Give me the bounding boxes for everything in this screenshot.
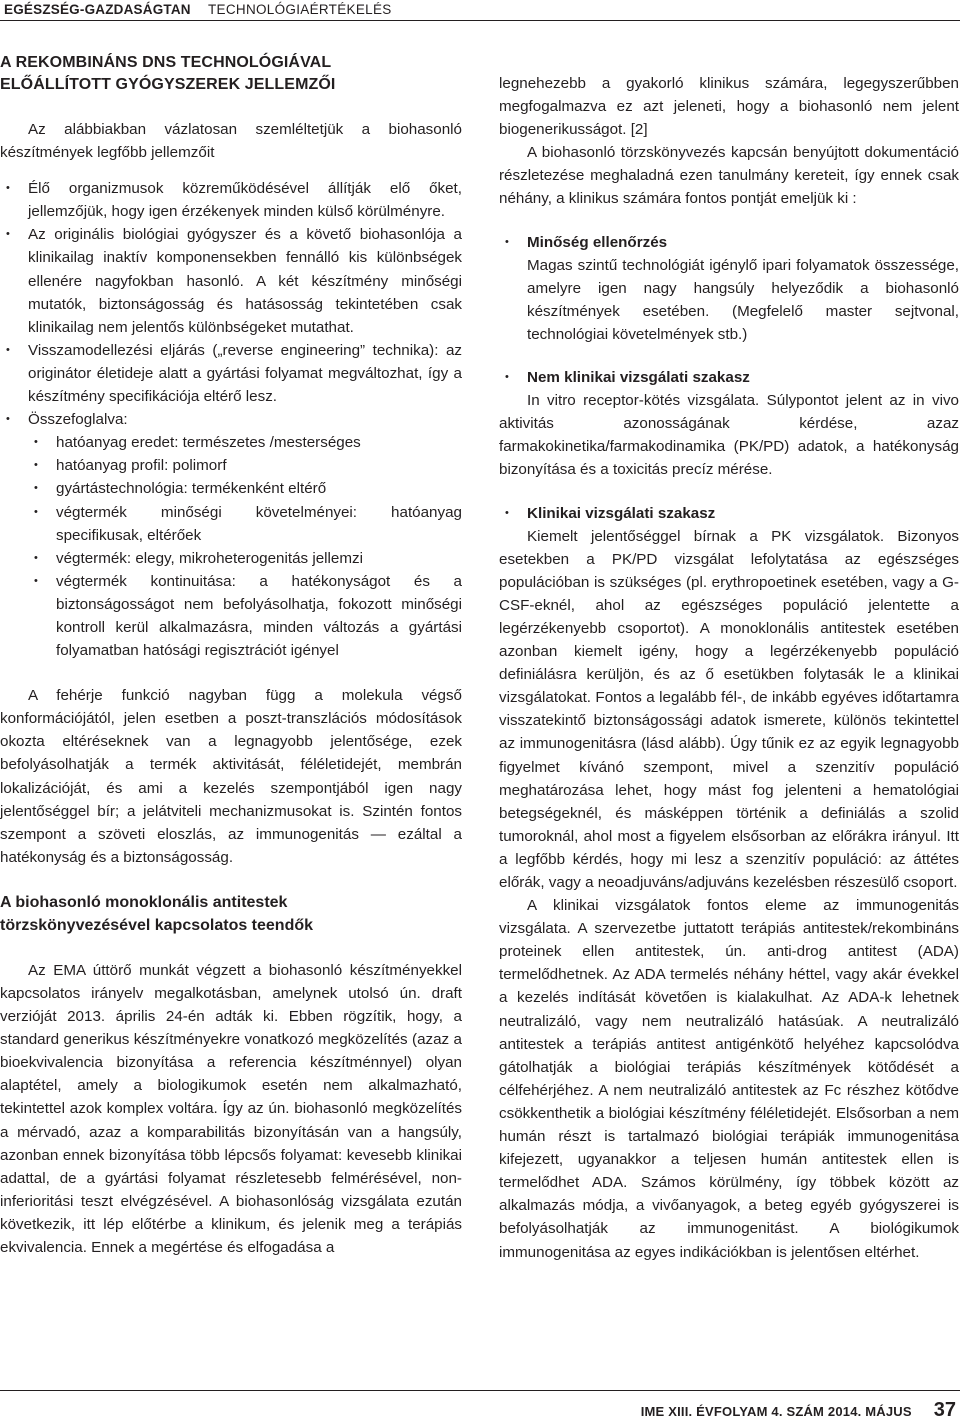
continued-paragraph: legnehezebb a gyakorló klinikus számára, legegyszerűbben megfogalmazva ez azt jeleneti, hogy a biohasonló nem jelent biogenerikusságot. [2] bbox=[499, 75, 959, 139]
right-column bbox=[499, 72, 959, 1264]
ema-paragraph: Az EMA úttörő munkát végzett a biohasonló készítményekkel kapcsolatos irányelv megalkotásban, amelynek utolsó ún. draft verzióját 2013. április 24-én adták ki. Ebben rögzítik, hogy, a standard generikus készítményekre vonatkozó megközelítés (azaz a bioekvivalencia bizonyítása a referencia készítménnyel) olyan alaptétel, amely a biologikumok esetén nem alkalmazható, tekintettel azok komplex voltára. Így az ún. biohasonló megközelítés a mérvadó, azaz a komparabilitás bizonyításán van a hangsúly, azonban ennek bizonyítása több lépcsős folyamat: kevesebb klinikai adattal, de a gyártási folyamat részletesebb felmérésével, non-inferioritási teszt elvégzésével. A biohasonlóság vizsgálata ezután következik, itt lép előtérbe a klinikum, és jelenik meg a terápiás ekvivalencia. Ennek a megértése és elfogadása a bbox=[0, 961, 462, 1257]
quality-control-body: Magas szintű technológiát igénylő ipari folyamatok összessége, amelyre igen nagy hangsúly helyeződik a biohasonló készítmények esetében. (Megfelelő master sejtvonal, technológiai követelmények stb.) bbox=[527, 256, 959, 343]
clinical-item bbox=[499, 502, 959, 525]
list-item: • Visszamodellezési eljárás („reverse engineering” technika): az originátor életideje alatt a gyártási folyamat megváltozhat, így a készítmény specifikációja eltérő lesz. bbox=[0, 339, 462, 408]
clinical-heading: Klinikai vizsgálati szakasz bbox=[527, 504, 716, 522]
journal-issue: IME XIII. ÉVFOLYAM 4. SZÁM 2014. MÁJUS bbox=[640, 1404, 912, 1419]
page-footer bbox=[641, 1399, 956, 1423]
page-number: 37 bbox=[933, 1399, 956, 1421]
article-title-line1: A REKOMBINÁNS DNS TECHNOLÓGIÁVAL bbox=[0, 54, 332, 71]
list-item: • Az originális biológiai gyógyszer és a követő biohasonlója a klinikailag inaktív komponensekben fennálló kis különbségek ellenére nagyfokban hasonló. A két készítmény minőségi mutatók, biztonságosság és hatásosság tekintetében csak klinikailag nem jelentős különbségeket mutathat. bbox=[0, 223, 462, 338]
quality-control-item bbox=[499, 231, 959, 254]
sublist-item: • gyártástechnológia: termékenként eltérő bbox=[28, 477, 462, 500]
intro-paragraph: Az alábbiakban vázlatosan szemléltetjük a biohasonló készítmények legfőbb jellemzőit bbox=[0, 121, 462, 162]
page-header bbox=[0, 0, 960, 22]
registration-points-list bbox=[499, 231, 959, 254]
nonclinical-heading: Nem klinikai vizsgálati szakasz bbox=[527, 369, 750, 387]
article-title bbox=[0, 52, 462, 96]
list-item: • Élő organizmusok közreműködésével állítják elő őket, jellemzőjük, hogy igen érzékenyek minden külső körülményre. bbox=[0, 177, 462, 223]
list-item bbox=[0, 408, 462, 662]
nonclinical-body: In vitro receptor-kötés vizsgálata. Súlypontot jelent az in vivo aktivitás azonosságának kérdése, azaz farmakokinetika/farmakodinamika (PK/PD) adatok, a hatékonyság bizonyítása és a toxicitás precíz mérése. bbox=[499, 392, 959, 479]
header-rule bbox=[0, 20, 960, 21]
quality-control-heading: Minőség ellenőrzés bbox=[527, 233, 668, 251]
footer-rule bbox=[0, 1390, 960, 1391]
protein-function-paragraph: A fehérje funkció nagyban függ a molekula végső konformációjától, jelen esetben a poszt-transzlációs módosítások okozta eltéréseknek van a legnagyobb jelentősége, ezek befolyásolhatják a termék aktivitását, féléletidejét, membrán lokalizációját, és ami a kezelés szempontjából igen nagy jelentőséggel bír; a jelátviteli mechanizmusokat is. Szintén fontos szempont a szöveti eloszlás, az immunogenitás — ezáltal a hatékonyság és a biztonságosság. bbox=[0, 687, 462, 866]
sublist-item: • végtermék: elegy, mikroheterogenitás jellemzi bbox=[28, 547, 462, 570]
sublist-item: • hatóanyag eredet: természetes /mesterséges bbox=[28, 431, 462, 454]
header-category: EGÉSZSÉG-GAZDASÁGTAN bbox=[4, 2, 191, 17]
section-subtitle-line1: A biohasonló monoklonális antitestek bbox=[0, 893, 288, 911]
clinical-body: Kiemelt jelentőséggel bírnak a PK vizsgálatok. Bizonyos esetekben a PK/PD vizsgálat lefolytatása az egészséges populációban is szükséges (pl. erythropoetinek esetében, vagy a G-CSF-eknél, ahol az egészséges populáció jelentette a legérzékenyebb csoportot). A monoklonális antitestek esetében azonban kiemelt igény, hogy a legérzékenyebb populáció definiálásra kerüljön, és az ő esetükben folytasák le a klinikai vizsgálatokat. Fontos a legalább fél-, de inkább egyéves időtartamra visszatekintő biztonságossági adatok ismerete, különös tekintettel az immunogenitásra (lásd alább). Úgy tűnik ez az egyik legnagyobb figyelmet kívánó szempont, mivel a szenzitív populáció meghatározása lehet, hogy mást fog jelenteni a hematológiai betegségeknél, és másképpen történik a definiálás a szolid tumoroknál, ahol most a figyelem elsősorban az előrákra irányul. Itt a legfőbb kérdés, hogy mi lesz a szenzitív populáció: az áttétes előrák, vagy a neoadjuváns/adjuváns kezelésben részesülő csoport. bbox=[499, 527, 959, 891]
sublist-item: • végtermék minőségi követelményei: hatóanyag specifikusak, eltérőek bbox=[28, 501, 462, 547]
section-subtitle-line2: törzskönyvezésével kapcsolatos teendők bbox=[0, 916, 314, 934]
section-subtitle bbox=[0, 891, 462, 937]
summary-label: Összefoglalva: bbox=[28, 411, 128, 429]
immunogenicity-paragraph: A klinikai vizsgálatok fontos eleme az immunogenitás vizsgálata. A szervezetbe juttatott terápiás antitestek/rekombináns proteinek ellen antitestek, ún. anti-drog antitest (ADA) termelődhetnek. Az ADA termelés néhány héttel, vagy akár évekkel a kezelés indítását követően is kialakulhat. Az ADA-k lehetnek neutralizáló, vagy nem neutralizáló hatásúak. A neutralizáló antitestek a terápiás antitest antigénkötő helyéhez kapcsolódva gátolhatják a biológiai terápiás készítmények kötődését a célfehérjéhez. A nem neutralizáló antitestek az Fc részhez kötődve csökkenthetik a biológiai készítmény féléletidejét. Elsősorban a nem humán részt is tartalmazó biológiai terápiák immunogenitása kifejezett, ugyanakkor a teljesen humán antitestek ellen is termelődhet ADA. Számos körülmény, így többek között az alkalmazás módja, a vivőanyagok, a beteg egyéb gyógyszerei is befolyásolhatják az immunogenitást. A biológikumok immunogenitása az egyes indikációkban is jelentősen eltérhet. bbox=[499, 897, 959, 1261]
registration-points-list bbox=[499, 502, 959, 525]
sublist-item: • hatóanyag profil: polimorf bbox=[28, 454, 462, 477]
registration-paragraph: A biohasonló törzskönyvezés kapcsán benyújtott dokumentáció részletezése meghaladná ezen tanulmány kereteit, így ennek csak néhány, a klinikus számára fontos pontját emeljük ki : bbox=[499, 144, 959, 208]
registration-points-list bbox=[499, 366, 959, 389]
summary-sublist bbox=[28, 431, 462, 662]
characteristics-list bbox=[0, 177, 462, 662]
nonclinical-item bbox=[499, 366, 959, 389]
article-title-line2: ELŐÁLLÍTOTT GYÓGYSZEREK JELLEMZŐI bbox=[0, 76, 336, 93]
sublist-item: • végtermék kontinuitása: a hatékonyságot és a biztonságosságot nem befolyásolhatja, fokozott minőségi kontroll kerül alkalmazásra, minden változás a gyártási folyamatban hatósági regisztrációt igényel bbox=[28, 570, 462, 662]
header-subcategory: TECHNOLÓGIAÉRTÉKELÉS bbox=[208, 2, 392, 17]
left-column bbox=[0, 52, 462, 1259]
